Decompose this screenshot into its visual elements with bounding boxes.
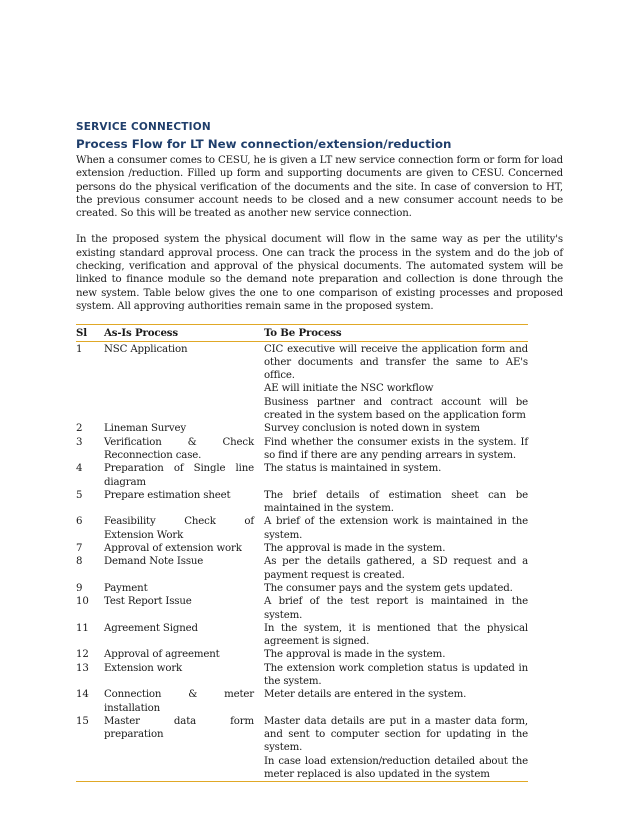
to-be-line: As per the details gathered, a SD request and a payment request is created. (264, 556, 528, 581)
table-row (76, 422, 528, 435)
row-sl: 1 (76, 343, 83, 355)
sub-heading: Process Flow for LT New connection/extension/reduction (76, 137, 452, 151)
row-to-be-process (264, 341, 528, 422)
row-to-be-process (264, 688, 528, 715)
table-row (76, 542, 528, 555)
table-row (76, 595, 528, 622)
table-row (76, 582, 528, 595)
to-be-line: Meter details are entered in the system. (264, 689, 467, 701)
row-sl: 4 (76, 463, 83, 475)
to-be-line: Find whether the consumer exists in the system. If so find if there are any pending arrears in system. (264, 436, 528, 461)
table-row (76, 662, 528, 689)
row-as-is-process: Verification & Check Reconnection case. (104, 436, 254, 461)
table-row (76, 462, 528, 489)
document-page (76, 121, 563, 782)
to-be-line: Business partner and contract account will be created in the system based on the application form (264, 396, 528, 422)
row-to-be-process (264, 582, 528, 595)
row-sl: 9 (76, 582, 83, 594)
row-as-is-process: Extension work (104, 662, 183, 674)
row-as-is-process: Master data form preparation (104, 715, 254, 741)
row-to-be-process (264, 715, 528, 782)
row-as-is-process: Feasibility Check of Extension Work (104, 516, 254, 541)
row-sl: 6 (76, 516, 83, 528)
section-heading: SERVICE CONNECTION (76, 121, 211, 133)
row-as-is-process: Demand Note Issue (104, 556, 204, 568)
row-to-be-process (264, 436, 528, 463)
header-sl: Sl (76, 325, 104, 341)
to-be-line: The brief details of estimation sheet can be maintained in the system. (264, 489, 528, 515)
row-to-be-process (264, 422, 528, 435)
row-to-be-process (264, 648, 528, 661)
row-sl: 14 (76, 689, 89, 701)
table-row (76, 489, 528, 516)
row-to-be-process (264, 622, 528, 649)
to-be-line: In case load extension/reduction detailed about the meter replaced is also updated in the system (264, 755, 528, 781)
to-be-line: A brief of the test report is maintained in the system. (264, 596, 528, 621)
to-be-line: Master data details are put in a master data form, and sent to computer section for updating in the system. (264, 715, 528, 754)
to-be-line: A brief of the extension work is maintained in the system. (264, 516, 528, 541)
row-sl: 8 (76, 556, 83, 568)
to-be-line: AE will initiate the NSC workflow (264, 383, 434, 395)
to-be-line: The extension work completion status is updated in the system. (264, 662, 528, 687)
header-to-be: To Be Process (264, 325, 528, 341)
table-row (76, 715, 528, 782)
row-as-is-process: Test Report Issue (104, 596, 192, 608)
table-row (76, 555, 528, 582)
to-be-line: The consumer pays and the system gets updated. (264, 582, 513, 594)
row-as-is-process: Connection & meter installation (104, 689, 254, 714)
table-header-row (76, 325, 528, 341)
row-sl: 7 (76, 543, 83, 555)
row-as-is-process: Approval of extension work (104, 543, 242, 555)
table-row (76, 341, 528, 422)
table-row (76, 622, 528, 649)
proposed-system-paragraph: In the proposed system the physical document will flow in the same way as per the utility's existing standard approval process. One can track the process in the system and do the job of checking, verification and approval of the physical documents. The automated system will be linked to finance module so the demand note preparation and collection is done through the new system. Table below gives the one to one comparison of existing processes and proposed system. All approving authorities remain same in the proposed system. (76, 234, 563, 312)
to-be-line: The status is maintained in system. (264, 463, 442, 475)
row-as-is-process: Preparation of Single line diagram (104, 463, 254, 488)
to-be-line: Survey conclusion is noted down in system (264, 423, 480, 435)
row-as-is-process: Prepare estimation sheet (104, 489, 231, 501)
row-as-is-process: Lineman Survey (104, 423, 186, 435)
row-sl: 12 (76, 649, 89, 661)
to-be-line: The approval is made in the system. (264, 543, 446, 555)
row-to-be-process (264, 489, 528, 516)
row-as-is-process: Payment (104, 582, 148, 594)
row-to-be-process (264, 555, 528, 582)
table-body (76, 341, 528, 782)
to-be-line: CIC executive will receive the application form and other documents and transfer the same to AE's office. (264, 343, 528, 382)
row-to-be-process (264, 462, 528, 489)
intro-paragraph: When a consumer comes to CESU, he is given a LT new service connection form or form for load extension /reduction. Filled up form and supporting documents are given to CESU. Concerned persons do the physical verification of the documents and the site. In case of conversion to HT, the previous consumer account needs to be closed and a new consumer account needs to be created. So this will be treated as another new service connection. (76, 155, 563, 220)
row-sl: 15 (76, 715, 89, 727)
row-as-is-process: Approval of agreement (104, 649, 220, 661)
table-row (76, 688, 528, 715)
table-row (76, 436, 528, 463)
row-sl: 11 (76, 622, 89, 634)
row-as-is-process: NSC Application (104, 343, 188, 355)
to-be-line: In the system, it is mentioned that the physical agreement is signed. (264, 622, 528, 648)
table-row (76, 648, 528, 661)
process-comparison-table (76, 324, 528, 782)
row-sl: 5 (76, 489, 83, 501)
table-row (76, 515, 528, 542)
row-sl: 10 (76, 596, 89, 608)
header-as-is: As-Is Process (104, 325, 264, 341)
row-as-is-process: Agreement Signed (104, 622, 198, 634)
row-to-be-process (264, 595, 528, 622)
row-sl: 2 (76, 423, 83, 435)
to-be-line: The approval is made in the system. (264, 649, 446, 661)
row-to-be-process (264, 542, 528, 555)
row-sl: 3 (76, 436, 83, 448)
row-to-be-process (264, 515, 528, 542)
row-sl: 13 (76, 662, 89, 674)
row-to-be-process (264, 662, 528, 689)
